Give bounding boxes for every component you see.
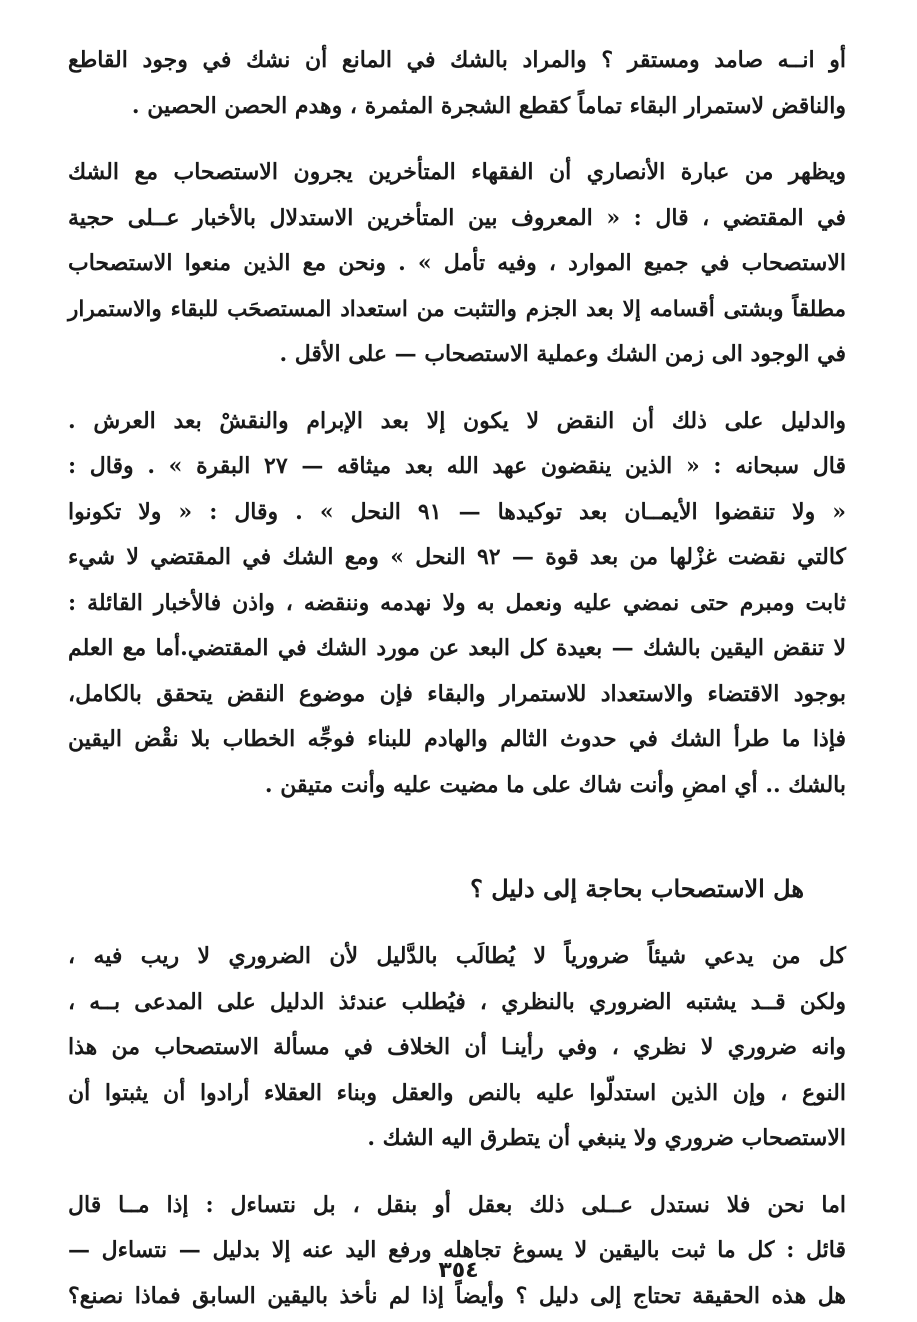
paragraph-3 xyxy=(68,399,846,809)
section-heading: هل الاستصحاب بحاجة إلى دليل ؟ xyxy=(470,874,804,903)
text-line: في الوجود الى زمن الشك وعملية الاستصحاب — على الأقل . xyxy=(279,341,846,367)
text-line: والدليل على ذلك أن النقض لا يكون إلا بعد الإبرام والنقشْ بعد العرش . xyxy=(68,407,846,434)
text-line: ويظهر من عبارة الأنصاري أن الفقهاء المتأخرين يجرون الاستصحاب مع الشك xyxy=(68,159,846,185)
text-line: قائل : كل ما ثبت باليقين لا يسوغ تجاهله ورفع اليد عنه إلا بدليل — نتساءل — xyxy=(68,1237,846,1263)
text-line: لا تنقض اليقين بالشك — بعيدة كل البعد عن مورد الشك في المقتضي.أما مع العلم xyxy=(68,635,846,661)
text-line: اما نحن فلا نستدل عــلى ذلك بعقل أو بنقل ، بل نتساءل : إذا مــا قال xyxy=(68,1191,846,1218)
text-line: الاستصحاب ضروري ولا ينبغي أن يتطرق اليه الشك . xyxy=(367,1125,846,1151)
text-line: كل من يدعي شيئاً ضرورياً لا يُطالَب بالدَّليل لأن الضروري لا ريب فيه ، xyxy=(68,943,846,969)
text-line: النوع ، وإن الذين استدلّوا عليه بالنص والعقل وبناء العقلاء أرادوا أن يثبتوا أن xyxy=(68,1079,846,1106)
text-line: وانه ضروري لا نظري ، وفي رأينـا أن الخلاف في مسألة الاستصحاب من هذا xyxy=(68,1034,846,1060)
text-line: الاستصحاب في جميع الموارد ، وفيه تأمل » . ونحن مع الذين منعوا الاستصحاب xyxy=(68,250,846,276)
text-line: في المقتضي ، قال : « المعروف بين المتأخرين الاستدلال بالأخبار عــلى حجية xyxy=(68,204,846,231)
page-body xyxy=(68,38,846,1319)
paragraph-4 xyxy=(68,934,846,1162)
text-line: بالشك .. أي امضِ وأنت شاك على ما مضيت عليه وأنت متيقن . xyxy=(264,771,846,798)
text-line: ولكن قــد يشتبه الضروري بالنظري ، فيُطلب عندئذ الدليل على المدعى بــه ، xyxy=(68,988,846,1015)
text-line: أو انــه صامد ومستقر ؟ والمراد بالشك في المانع أن نشك في وجود القاطع xyxy=(68,47,846,73)
text-line: « ولا تنقضوا الأيمــان بعد توكيدها — ٩١ النحل » . وقال : « ولا تكونوا xyxy=(68,498,846,525)
paragraph-2 xyxy=(68,150,846,378)
text-line: كالتي نقضت غزْلها من بعد قوة — ٩٢ النحل » ومع الشك في المقتضي لا شيء xyxy=(68,544,846,570)
text-line: قال سبحانه : « الذين ينقضون عهد الله بعد ميثاقه — ٢٧ البقرة » . وقال : xyxy=(68,453,847,479)
text-line: فإذا ما طرأ الشك في حدوث الثالم والهادم للبناء فوجِّه الخطاب بلا نقْض اليقين xyxy=(68,726,846,752)
page-number: ٣٥٤ xyxy=(438,1258,479,1283)
text-line: هل هذه الحقيقة تحتاج إلى دليل ؟ وأيضاً إذا لم نأخذ باليقين السابق فماذا نصنع؟ xyxy=(68,1282,846,1309)
text-line: بوجود الاقتضاء والاستعداد للاستمرار والبقاء فإن موضوع النقض يتحقق بالكامل، xyxy=(68,680,846,707)
text-line: ثابت ومبرم حتى نمضي عليه ونعمل به ولا نهدمه وننقضه ، واذن فالأخبار القائلة : xyxy=(68,589,846,616)
paragraph-1 xyxy=(68,38,846,129)
text-line: والناقض لاستمرار البقاء تماماً كقطع الشجرة المثمرة ، وهدم الحصن الحصين . xyxy=(131,92,846,119)
paragraph-5 xyxy=(68,1183,846,1320)
text-line: مطلقاً وبشتى أقسامه إلا بعد الجزم والتثبت من استعداد المستصحَب للبقاء والاستمرار xyxy=(68,296,846,322)
